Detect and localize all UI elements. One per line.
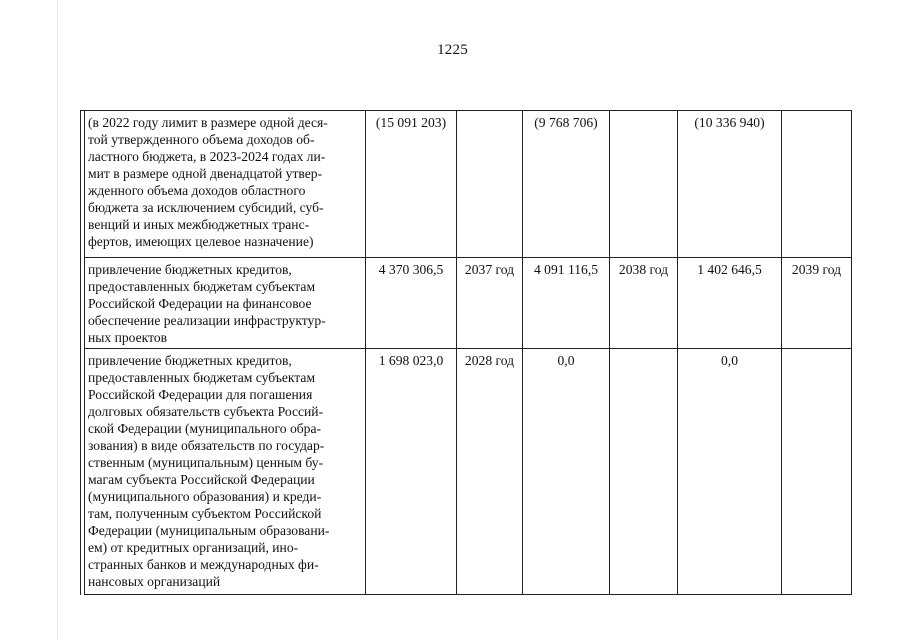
description-line: Федерации (муниципальным образовани-	[88, 523, 330, 538]
description-line: там, полученным субъектом Российской	[88, 506, 322, 521]
description-line: ных проектов	[88, 330, 168, 345]
description-line: ственным (муниципальным) ценным бу-	[88, 455, 324, 470]
description-line: фертов, имеющих целевое назначение)	[88, 234, 314, 249]
table-row	[81, 111, 852, 258]
year-2022-cell: 2037 год	[457, 258, 523, 349]
description-cell	[85, 349, 366, 595]
description-line: предоставленных бюджетам субъектам	[88, 370, 316, 385]
amount-2023-cell: 4 091 116,5	[523, 258, 610, 349]
budget-table	[80, 110, 852, 595]
description-line: ем) от кредитных организаций, ино-	[88, 540, 299, 555]
description-line: той утвержденного объема доходов об-	[88, 132, 315, 147]
year-2024-cell	[782, 349, 852, 595]
description-line: обеспечение реализации инфраструктур-	[88, 313, 326, 328]
description-line: нансовых организаций	[88, 574, 221, 589]
description-line: (в 2022 году лимит в размере одной деся-	[88, 115, 328, 130]
page-number: 1225	[437, 42, 468, 58]
table-row	[81, 258, 852, 349]
year-2024-cell: 2039 год	[782, 258, 852, 349]
amount-2022-cell: (15 091 203)	[366, 111, 457, 258]
amount-2023-cell: 0,0	[523, 349, 610, 595]
year-2023-cell	[610, 111, 678, 258]
description-line: магам субъекта Российской Федерации	[88, 472, 315, 487]
amount-2023-cell: (9 768 706)	[523, 111, 610, 258]
description-line: привлечение бюджетных кредитов,	[88, 353, 292, 368]
amount-2024-cell: (10 336 940)	[678, 111, 782, 258]
description-line: бюджета за исключением субсидий, суб-	[88, 200, 324, 215]
description-line: ской Федерации (муниципального обра-	[88, 421, 322, 436]
year-2022-cell: 2028 год	[457, 349, 523, 595]
amount-2022-cell: 4 370 306,5	[366, 258, 457, 349]
year-2023-cell	[610, 349, 678, 595]
scan-edge	[57, 0, 58, 640]
table-row	[81, 349, 852, 595]
description-line: зования) в виде обязательств по государ-	[88, 438, 325, 453]
description-line: венций и иных межбюджетных транс-	[88, 217, 310, 232]
year-2024-cell	[782, 111, 852, 258]
description-line: предоставленных бюджетам субъектам	[88, 279, 316, 294]
amount-2022-cell: 1 698 023,0	[366, 349, 457, 595]
description-line: (муниципального образования) и креди-	[88, 489, 322, 504]
description-line: долговых обязательств субъекта Россий-	[88, 404, 324, 419]
amount-2024-cell: 0,0	[678, 349, 782, 595]
description-line: мит в размере одной двенадцатой утвер-	[88, 166, 323, 181]
description-line: жденного объема доходов областного	[88, 183, 306, 198]
description-cell	[85, 258, 366, 349]
description-cell	[85, 111, 366, 258]
description-line: ластного бюджета, в 2023-2024 годах ли-	[88, 149, 326, 164]
description-line: привлечение бюджетных кредитов,	[88, 262, 292, 277]
year-2023-cell: 2038 год	[610, 258, 678, 349]
description-line: Российской Федерации для погашения	[88, 387, 313, 402]
year-2022-cell	[457, 111, 523, 258]
description-line: Российской Федерации на финансовое	[88, 296, 312, 311]
amount-2024-cell: 1 402 646,5	[678, 258, 782, 349]
description-line: странных банков и международных фи-	[88, 557, 319, 572]
